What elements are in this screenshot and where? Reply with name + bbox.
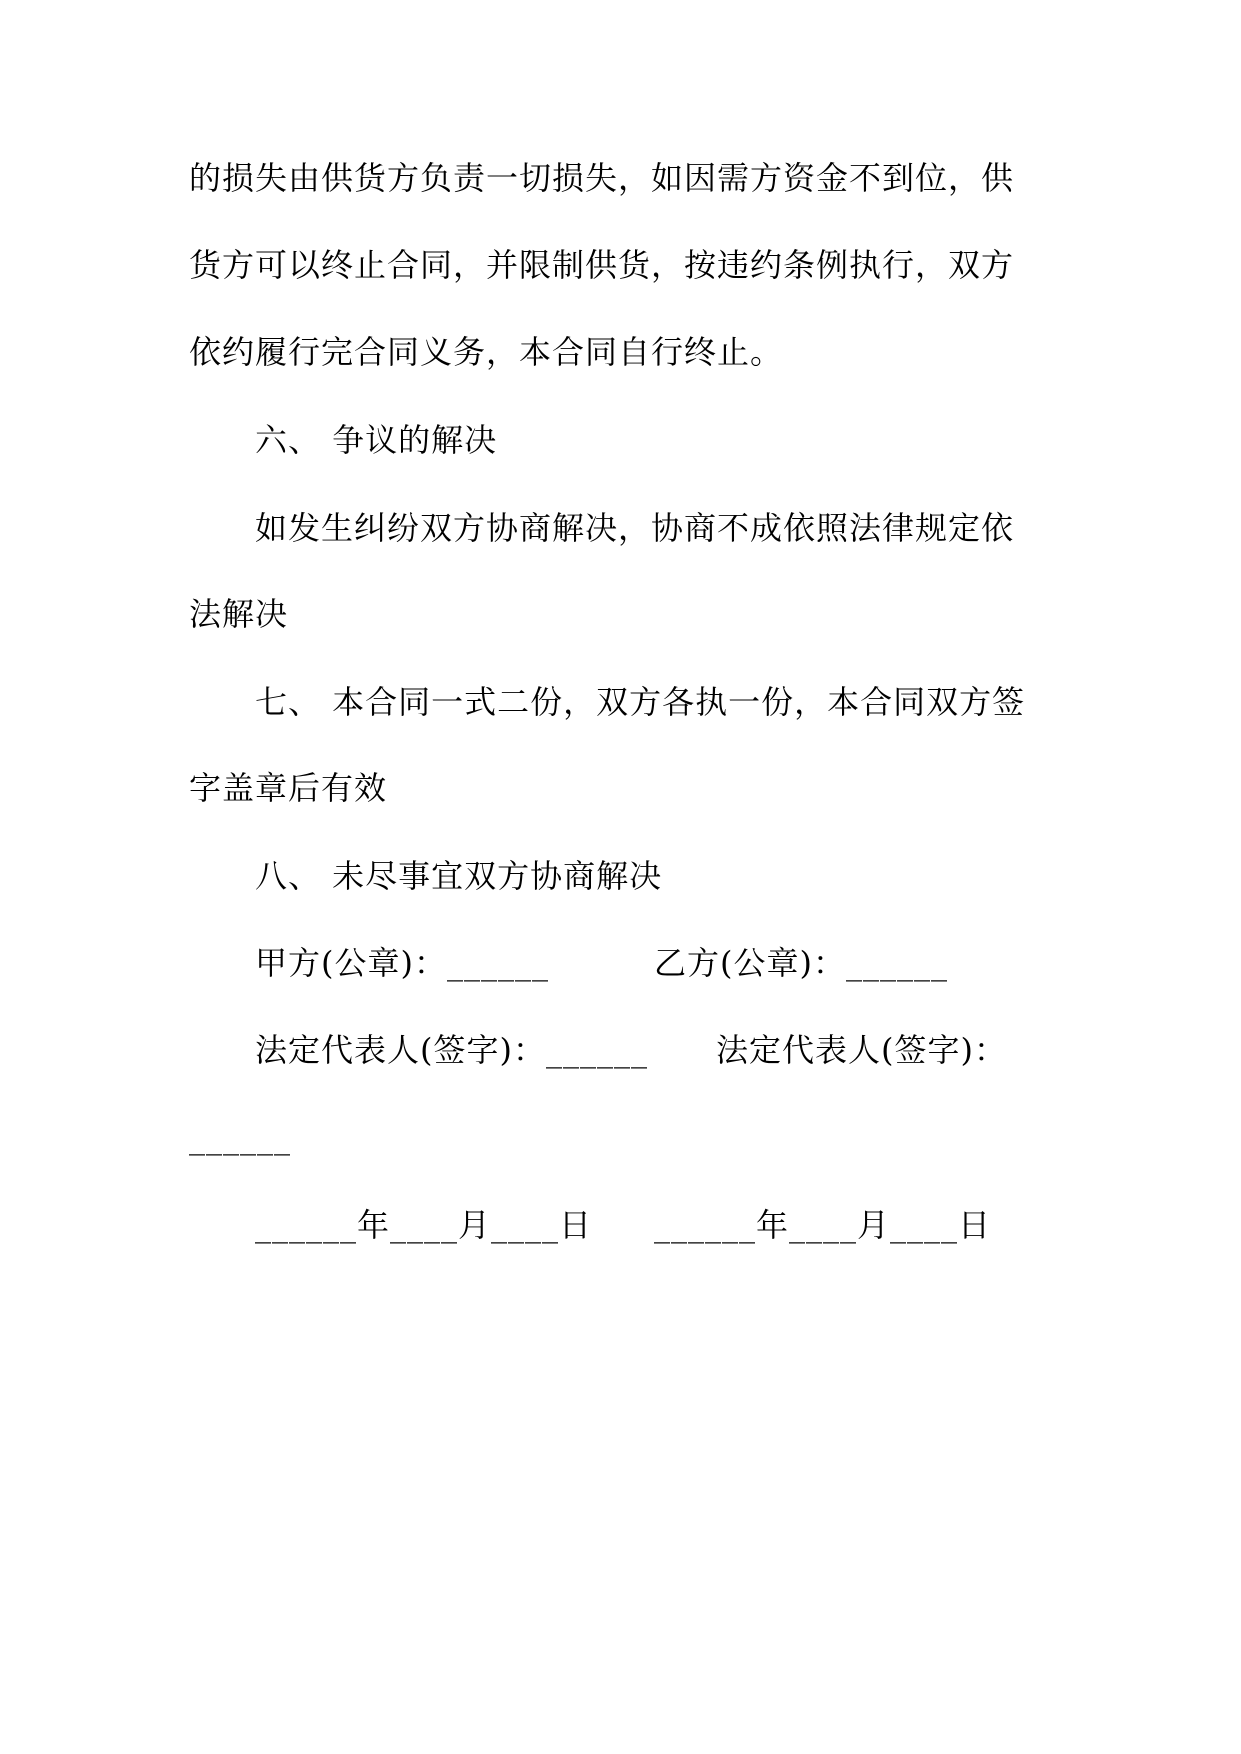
section-6-body-line-1: 如发生纠纷双方协商解决，协商不成依照法律规定依 <box>255 509 1015 547</box>
paragraph-5-line-3: 依约履行完合同义务，本合同自行终止。 <box>189 333 784 371</box>
party-b-representative-field: 法定代表人(签字)： <box>716 1031 1007 1069</box>
paragraph-5-line-2: 货方可以终止合同，并限制供货，按违约条例执行，双方 <box>189 246 1015 284</box>
party-b-representative-blank: ______ <box>189 1118 291 1156</box>
party-b-seal-field: 乙方(公章)：______ <box>654 944 948 982</box>
section-7-line-2: 字盖章后有效 <box>189 769 388 807</box>
paragraph-5-line-1: 的损失由供货方负责一切损失，如因需方资金不到位，供 <box>189 159 1015 197</box>
party-a-date-field: ______年____月____日 <box>255 1206 593 1244</box>
section-7-line-1: 七、 本合同一式二份，双方各执一份，本合同双方签 <box>255 683 1026 721</box>
section-6-heading: 六、 争议的解决 <box>255 421 498 459</box>
party-a-representative-field: 法定代表人(签字)：______ <box>255 1031 648 1069</box>
section-6-body-line-2: 法解决 <box>189 595 289 633</box>
party-b-date-field: ______年____月____日 <box>654 1206 992 1244</box>
party-a-seal-field: 甲方(公章)：______ <box>255 944 549 982</box>
section-8-heading: 八、 未尽事宜双方协商解决 <box>255 857 663 895</box>
